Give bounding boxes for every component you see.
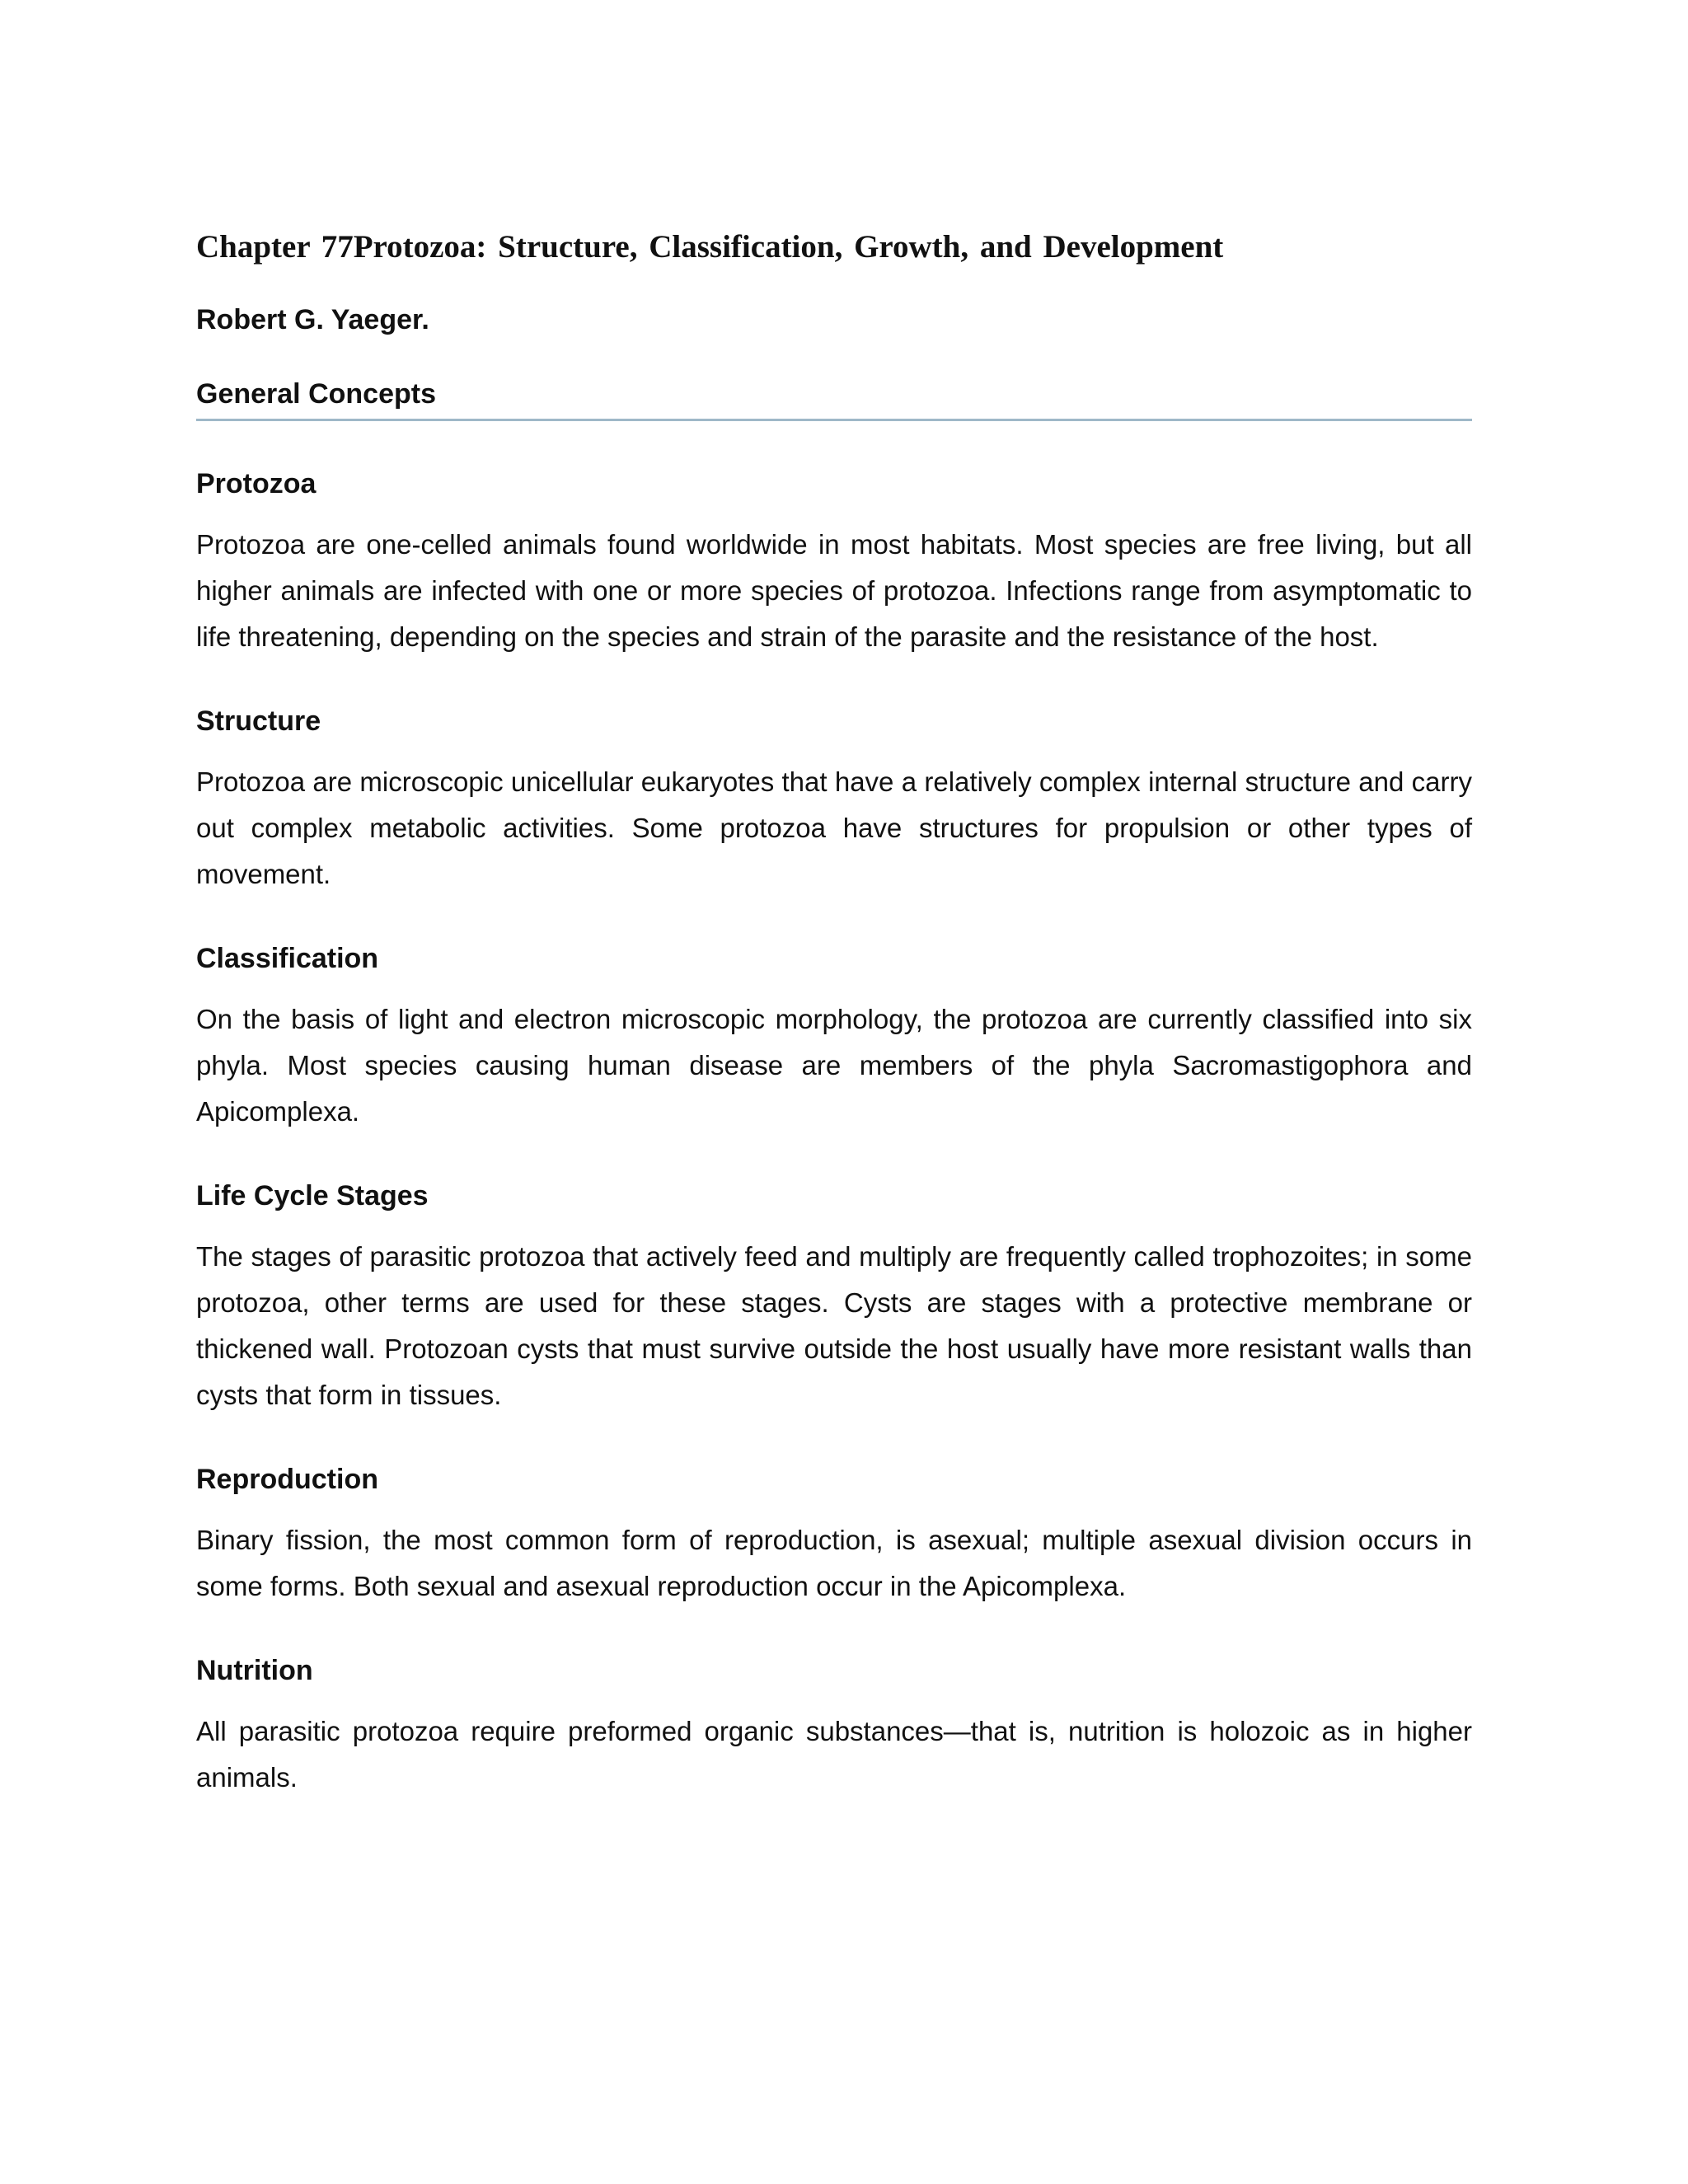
section-body: Binary fission, the most common form of reproduction, is asexual; multiple asexual division occurs in some forms. Both sexual and asexual reproduction occur in the Apicomplexa. [196,1525,1472,1601]
section-reproduction [196,1460,1472,1610]
document-content [196,223,1472,1801]
section-heading: Life Cycle Stages [196,1180,429,1212]
section-heading-general-concepts: General Concepts [196,378,436,410]
section-protozoa [196,464,1472,660]
section-body: All parasitic protozoa require preformed organic substances—that is, nutrition is holozoic as in higher animals. [196,1716,1472,1793]
section-body: Protozoa are one-celled animals found worldwide in most habitats. Most species are free living, but all higher animals are infected with one or more species of protozoa. Infections range from asymptomatic to life threatening, depending on the species and strain of the parasite and the resistance of the host. [196,529,1472,652]
section-structure [196,701,1472,898]
section-life-cycle-stages [196,1176,1472,1418]
section-body: Protozoa are microscopic unicellular eukaryotes that have a relatively complex internal structure and carry out complex metabolic activities. Some protozoa have structures for propulsion or other types of movement. [196,766,1472,889]
author-name: Robert G. Yaeger. [196,304,429,335]
section-nutrition [196,1651,1472,1801]
section-heading: Structure [196,705,321,737]
chapter-title: Chapter 77Protozoa: Structure, Classification, Growth, and Development [196,229,1224,265]
section-heading: Reproduction [196,1464,378,1495]
section-body: On the basis of light and electron microscopic morphology, the protozoa are currently classified into six phyla. Most species causing human disease are members of the phyla Sacromastigophora and Apicomplexa. [196,1004,1472,1127]
section-body: The stages of parasitic protozoa that actively feed and multiply are frequently called trophozoites; in some protozoa, other terms are used for these stages. Cysts are stages with a protective membrane or thickened wall. Protozoan cysts that must survive outside the host usually have more resistant walls than cysts that form in tissues. [196,1241,1472,1410]
section-heading: Nutrition [196,1655,313,1686]
section-heading: Classification [196,943,379,974]
heading-divider [196,419,1472,421]
section-classification [196,939,1472,1135]
section-heading: Protozoa [196,468,316,499]
